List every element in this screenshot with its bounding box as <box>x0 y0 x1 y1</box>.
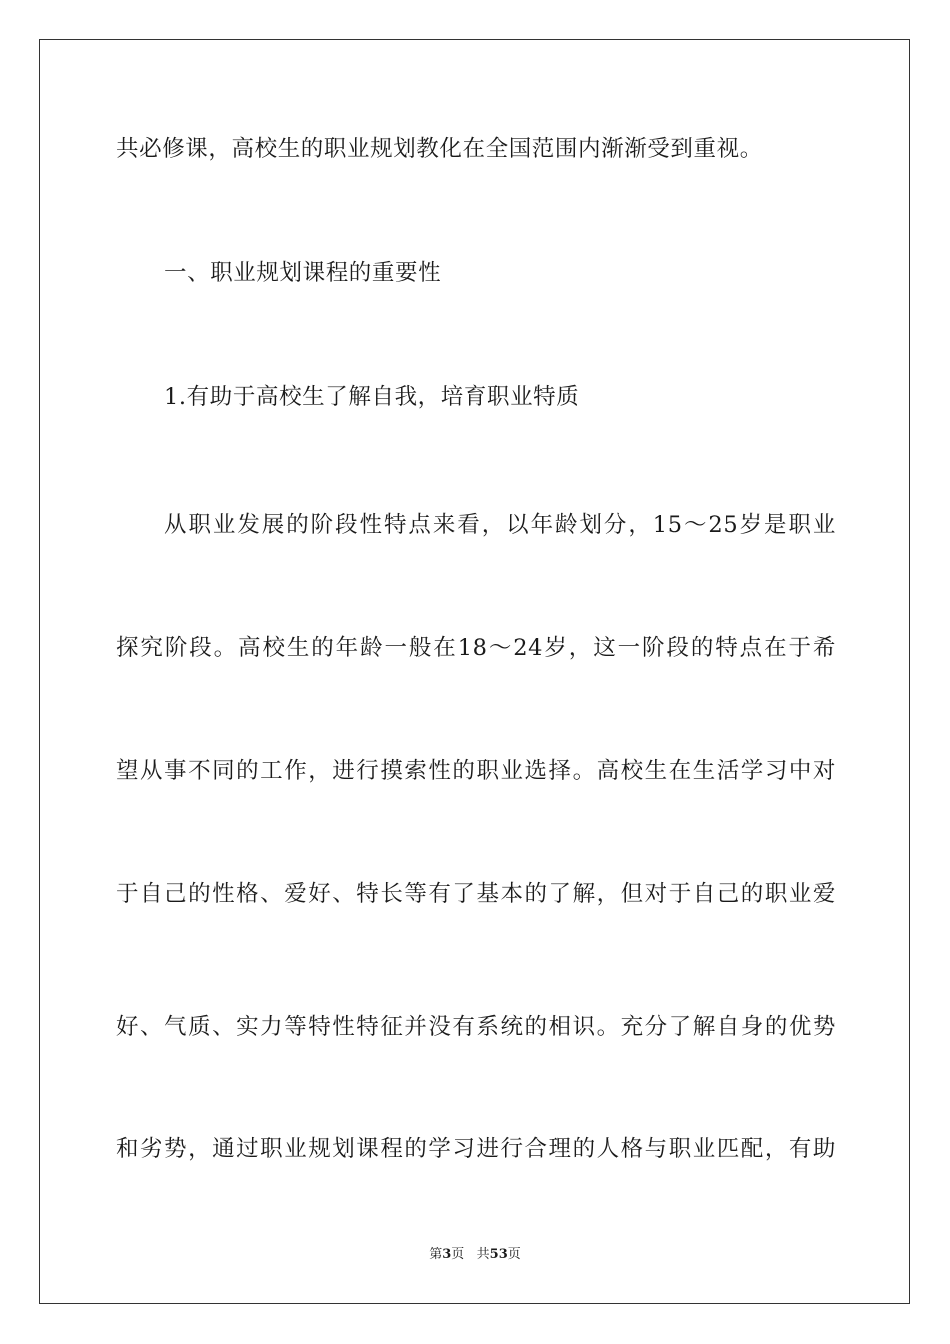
footer-middle: 页 共 <box>451 1247 490 1262</box>
paragraph-line-2: 从职业发展的阶段性特点来看，以年龄划分，15～25岁是职业 <box>164 512 836 538</box>
paragraph-line-5: 于自己的性格、爱好、特长等有了基本的了解，但对于自己的职业爱 <box>116 881 836 907</box>
subsection-heading: 1.有助于高校生了解自我，培育职业特质 <box>164 384 580 410</box>
paragraph-line-6: 好、气质、实力等特性特征并没有系统的相识。充分了解自身的优势 <box>116 1014 836 1040</box>
page-footer <box>0 1246 950 1264</box>
paragraph-line-7: 和劣势，通过职业规划课程的学习进行合理的人格与职业匹配，有助 <box>116 1136 836 1162</box>
paragraph-line-3: 探究阶段。高校生的年龄一般在18～24岁，这一阶段的特点在于希 <box>116 635 836 661</box>
section-heading: 一、职业规划课程的重要性 <box>164 260 442 286</box>
footer-prefix: 第 <box>429 1247 443 1262</box>
paragraph-line-4: 望从事不同的工作，进行摸索性的职业选择。高校生在生活学习中对 <box>116 758 836 784</box>
paragraph-line-1: 共必修课，高校生的职业规划教化在全国范围内渐渐受到重视。 <box>116 136 763 162</box>
page-border <box>39 39 910 1304</box>
current-page-number: 3 <box>442 1247 452 1262</box>
footer-suffix: 页 <box>507 1247 521 1262</box>
total-page-count: 53 <box>489 1247 508 1262</box>
